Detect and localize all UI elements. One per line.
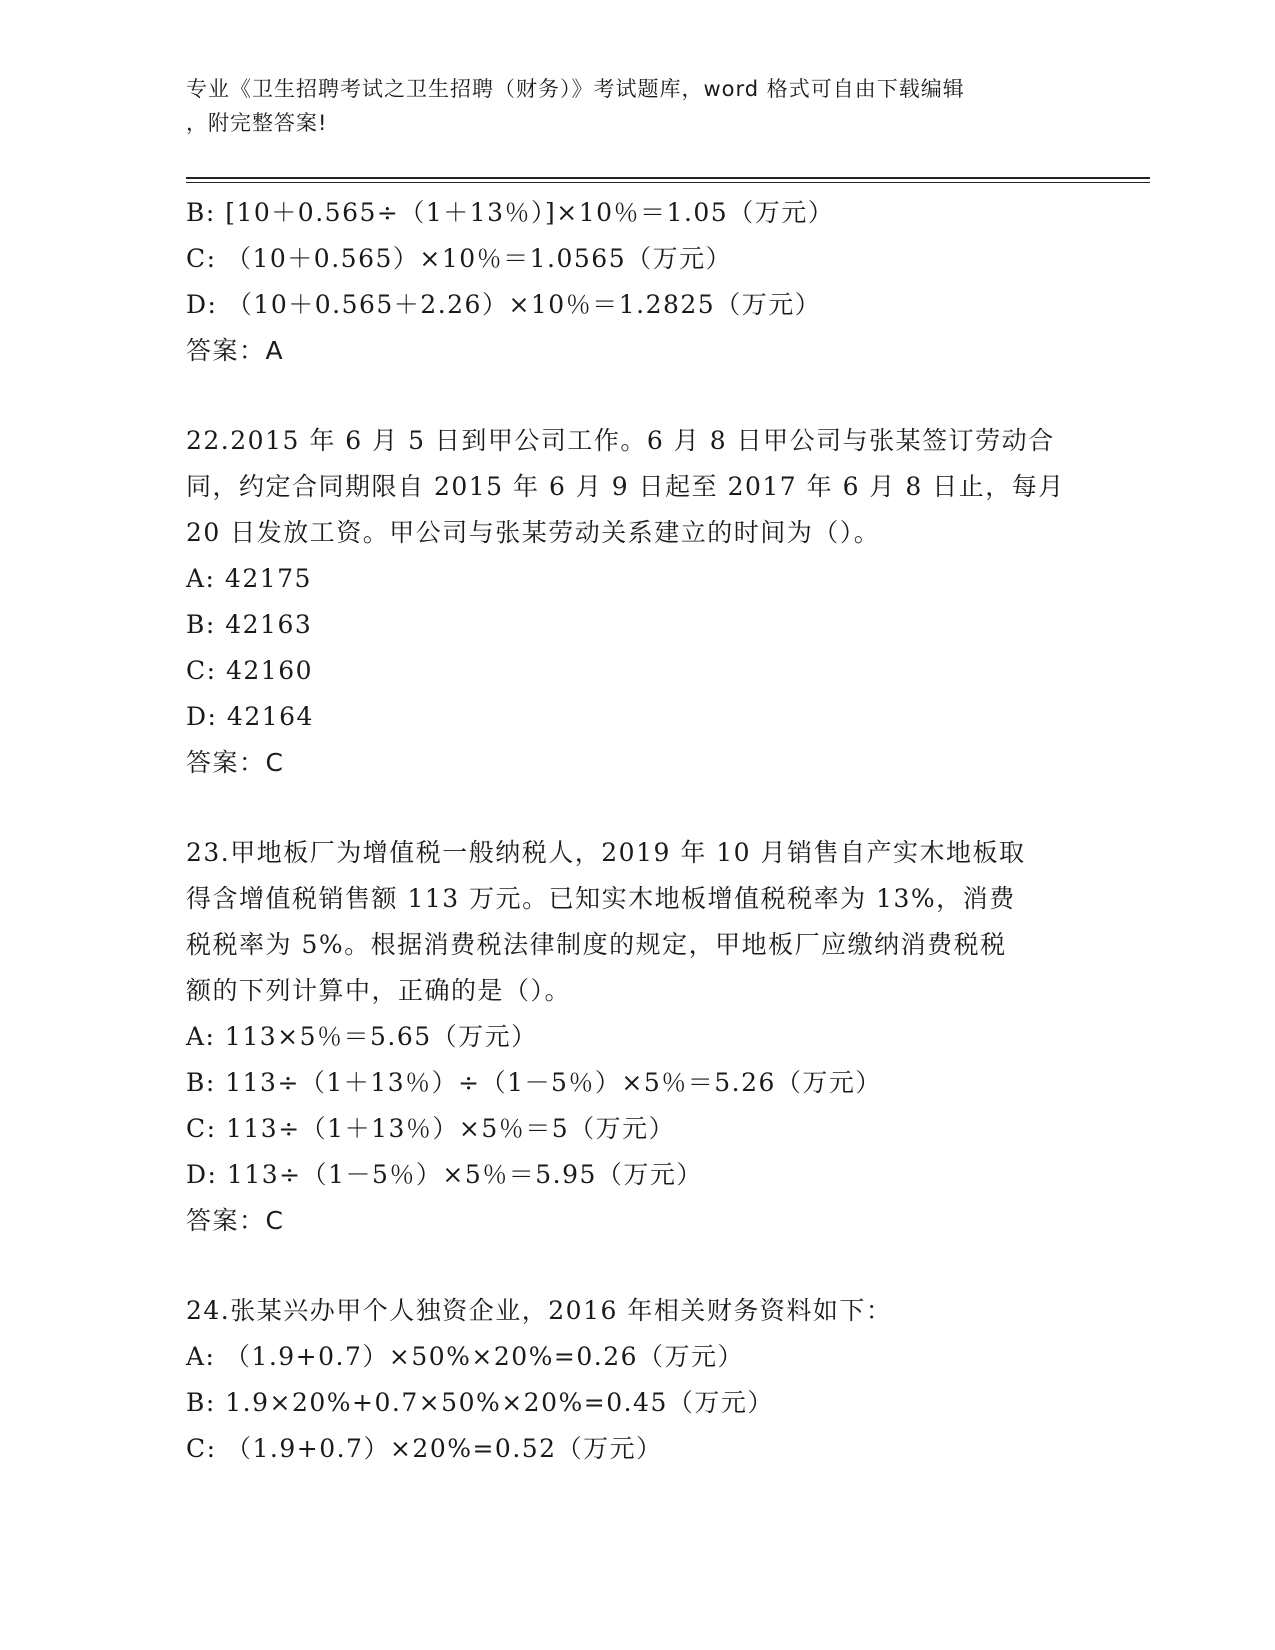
answer: 答案：C bbox=[186, 1206, 285, 1235]
option-a: A: 113×5％＝5.65（万元） bbox=[186, 1022, 538, 1051]
question-23 bbox=[186, 830, 1086, 1244]
question-22 bbox=[186, 418, 1086, 786]
option-b: B: [10＋0.565÷（1＋13％）]×10％＝1.05（万元） bbox=[186, 198, 835, 227]
option-c: C: 42160 bbox=[186, 656, 314, 685]
header-line-1: 专业《卫生招聘考试之卫生招聘（财务）》考试题库，word 格式可自由下载编辑 bbox=[186, 77, 965, 101]
option-d: D: 113÷（1－5％）×5％＝5.95（万元） bbox=[186, 1160, 703, 1189]
option-d: D: （10＋0.565＋2.26）×10％＝1.2825（万元） bbox=[186, 290, 822, 319]
question-21 bbox=[186, 190, 1086, 374]
option-b: B: 1.9×20%+0.7×50%×20%=0.45（万元） bbox=[186, 1388, 774, 1417]
question-stem: 同，约定合同期限自 2015 年 6 月 9 日起至 2017 年 6 月 8 日止，每月 bbox=[186, 472, 1065, 501]
option-a: A: （1.9+0.7）×50%×20%=0.26（万元） bbox=[186, 1342, 745, 1371]
header-rule-thick bbox=[186, 177, 1150, 179]
option-b: B: 113÷（1＋13％）÷（1－5％）×5％＝5.26（万元） bbox=[186, 1068, 882, 1097]
option-c: C: （10＋0.565）×10％＝1.0565（万元） bbox=[186, 244, 733, 273]
answer: 答案：C bbox=[186, 748, 285, 777]
question-stem: 税税率为 5%。根据消费税法律制度的规定，甲地板厂应缴纳消费税税 bbox=[186, 930, 1007, 959]
option-a: A: 42175 bbox=[186, 564, 312, 593]
header-rule-thin bbox=[186, 182, 1150, 183]
option-b: B: 42163 bbox=[186, 610, 313, 639]
option-c: C: （1.9+0.7）×20%=0.52（万元） bbox=[186, 1434, 663, 1463]
question-stem: 20 日发放工资。甲公司与张某劳动关系建立的时间为（）。 bbox=[186, 518, 881, 547]
option-d: D: 42164 bbox=[186, 702, 314, 731]
question-24 bbox=[186, 1288, 1086, 1472]
header-line-2: ，附完整答案! bbox=[186, 111, 328, 135]
answer: 答案：A bbox=[186, 336, 285, 365]
option-c: C: 113÷（1＋13％）×5％＝5（万元） bbox=[186, 1114, 676, 1143]
question-stem: 23.甲地板厂为增值税一般纳税人，2019 年 10 月销售自产实木地板取 bbox=[186, 838, 1026, 867]
question-content bbox=[186, 190, 1086, 1472]
question-stem: 22.2015 年 6 月 5 日到甲公司工作。6 月 8 日甲公司与张某签订劳动合 bbox=[186, 426, 1055, 455]
document-header bbox=[186, 72, 1066, 140]
question-stem: 得含增值税销售额 113 万元。已知实木地板增值税税率为 13%，消费 bbox=[186, 884, 1016, 913]
question-stem: 额的下列计算中，正确的是（）。 bbox=[186, 976, 572, 1005]
question-stem: 24.张某兴办甲个人独资企业，2016 年相关财务资料如下： bbox=[186, 1296, 893, 1325]
